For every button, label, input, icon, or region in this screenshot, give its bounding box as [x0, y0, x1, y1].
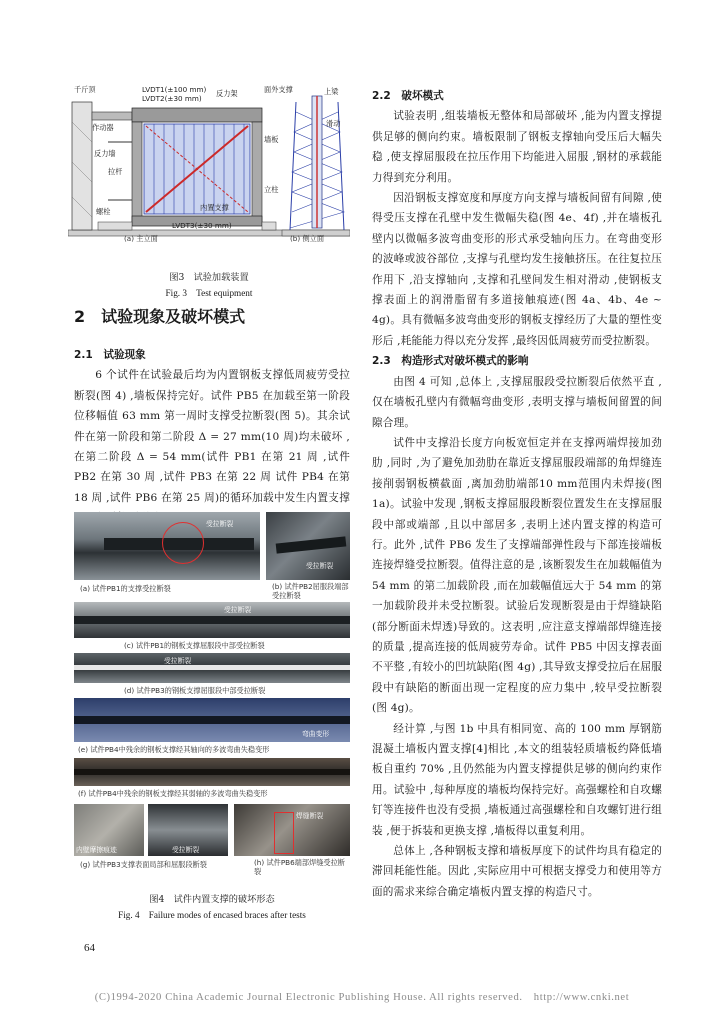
photo-g1-label: 内壁摩擦痕迹	[76, 846, 117, 854]
photo-a	[74, 512, 260, 580]
label-column: 立柱	[264, 185, 279, 194]
photo-f	[74, 758, 350, 786]
label-bolt: 螺栓	[96, 207, 111, 216]
label-outside-support: 面外支撑	[264, 85, 293, 94]
top-beam	[132, 108, 262, 122]
label-slide: 滑动	[326, 119, 341, 128]
section-number: 2	[74, 307, 86, 326]
photo-d	[74, 653, 350, 683]
s23-paragraph-2: 试件中支撑沿长度方向板宽恒定并在支撑两端焊接加劲肋 ,同时 ,为了避免加劲肋在靠近支撑屈服段端部的角焊缝连接削弱钢板横截面 ,离加劲肋端部10 mm范围内未焊接(图 1a)。试验中发现 ,钢板支撑屈服段断裂位置发生在支撑屈服段中部或端部 ,且以中部居多 ,表明上述内置支撑的构造可行。此外 ,试件 PB6 发生了支撑端部弹性段与下部连接端板连接焊缝受拉断裂。值得注意的是 ,该断裂发生在加载幅值为 54 mm 的第二加载阶段 ,而在加载幅值远大于 54 mm 的第一加载阶段并未受拉断裂。试验后发现断裂是由于焊缝缺陷(部分断面未焊透)导致的。这表明 ,应注意支撑端部焊缝连接的质量 ,提高连接的低周疲劳寿命。试件 PB5 中因支撑表面不平整 ,有较小的凹坑缺陷(图 4g) ,其导致支撑受拉后在屈服段中有缺陷的断面出现一定程度的应力集中 ,较早受拉断裂(图 4g)。	[372, 436, 662, 715]
photo-g2	[148, 804, 228, 856]
fig4-sub-f: (f) 试件PB4中残余的钢板支撑经其弱轴的多波弯曲失稳变形	[78, 789, 268, 798]
reaction-wall	[72, 102, 92, 230]
fig3-sub-b: (b) 侧立面	[290, 234, 325, 243]
label-lvdt3: LVDT3(±30 mm)	[172, 221, 232, 230]
photo-b	[266, 512, 350, 580]
fig4-sub-a: (a) 试件PB1的支撑受拉断裂	[80, 584, 171, 593]
fig3-caption-en: Fig. 3 Test equipment	[165, 288, 253, 298]
photo-g2-label: 受拉断裂	[172, 846, 200, 854]
photo-h	[234, 804, 350, 856]
section-2-1	[74, 345, 350, 529]
photo-e	[74, 698, 350, 742]
label-actuator: 作动器	[92, 123, 114, 132]
fig4-sub-c: (c) 试件PB1的钢板支撑屈服段中部受拉断裂	[124, 641, 265, 650]
s23-heading: 2.3 构造形式对破坏模式的影响	[372, 355, 529, 368]
fig4-sub-e: (e) 试件PB4中残余的钢板支撑经其轴向的多波弯曲失稳变形	[78, 745, 270, 754]
label-jack: 千斤顶	[74, 85, 96, 94]
photo-h-label: 焊缝断裂	[296, 812, 324, 820]
label-pull-bar: 拉杆	[108, 167, 123, 176]
right-column	[372, 86, 662, 902]
section-title: 试验现象及破坏模式	[101, 307, 246, 326]
fig4-caption-cn: 图4 试件内置支撑的破坏形态	[149, 894, 275, 905]
s22-paragraph-2: 因沿钢板支撑宽度和厚度方向支撑与墙板间留有间隙 ,使得受压支撑在孔壁中发生微幅失稳(图 4e、4f) ,并在墙板孔壁内以微幅多波弯曲变形的形式承受轴向压力。在弯曲变形的波峰或波谷部位 ,支撑与孔壁均发生接触挤压。在往复拉压作用下 ,沿支撑轴向 ,支撑和孔壁间发生相对滑动 ,使钢板支撑表面上的润滑脂留有多道接触痕迹(图 4a、4b、4e ~ 4g)。具有微幅多波弯曲变形的钢板支撑经历了大量的塑性变形后 ,耗能能力得以充分发挥 ,最终因低周疲劳而受拉断裂。	[372, 192, 662, 347]
label-lvdt2: LVDT2(±30 mm)	[142, 94, 202, 103]
label-lvdt1: LVDT1(±100 mm)	[142, 85, 207, 94]
label-beam: 上梁	[324, 87, 339, 96]
figure-3-drawing	[68, 82, 350, 252]
photo-d-label: 受拉断裂	[164, 657, 192, 665]
s23-paragraph-3: 经计算 ,与图 1b 中具有相同宽、高的 100 mm 厚钢筋混凝土墙板内置支撑[4]相比 ,本文的组装轻质墙板约降低墙板自重约 70% ,且仍然能为内置支撑提供足够的侧向约束作用。试验中 ,每种厚度的墙板均保持完好。高强螺栓和自攻螺钉等连接件也没有受损 ,墙板通过高强螺栓和自攻螺钉进行组装 ,便于拆装和更换支撑 ,墙板得以重复利用。	[372, 722, 662, 837]
fig4-sub-b: (b) 试件PB2屈服段端部受拉断裂	[272, 582, 349, 600]
photo-c-label: 受拉断裂	[224, 606, 252, 614]
actuator	[92, 112, 132, 120]
s21-paragraph: 6 个试件在试验最后均为内置钢板支撑低周疲劳受拉断裂(图 4) ,墙板保持完好。试件 PB5 在加载至第一阶段位移幅值 63 mm 第一周时支撑受拉断裂(图 5)。其余试件在第一阶段和第二阶段 Δ = 27 mm(10 周)均未破坏 ,在第二阶段 Δ = 54 mm(试件 PB1 在第 21 周 ,试件 PB2 在第 30 周 ,试件 PB3 在第 22 周 试件 PB4 在第 18 周 ,试件 PB6 在第 25 周)的循环加载中发生内置支撑	[74, 369, 350, 504]
label-load-frame: 反力架	[216, 89, 238, 98]
photo-a-label: 受拉断裂	[206, 520, 234, 528]
s22-heading: 2.2 破坏模式	[372, 90, 444, 102]
fig3-caption-cn: 图3 试验加载装置	[169, 272, 249, 283]
page-number: 64	[84, 942, 95, 954]
fig4-sub-d: (d) 试件PB3的钢板支撑屈服段中部受拉断裂	[124, 686, 266, 695]
photo-b-label: 受拉断裂	[306, 562, 334, 570]
figure-3	[68, 82, 350, 268]
s23-paragraph-1: 由图 4 可知 ,总体上 ,支撑屈服段受拉断裂后依然平直 ,仅在墙板孔壁内有微幅弯曲变形 ,表明支撑与墙板间留置的间隙合理。	[372, 375, 662, 429]
s22-paragraph-1: 试验表明 ,组装墙板无整体和局部破坏 ,能为内置支撑提供足够的侧向约束。墙板限制了钢板支撑轴向受压后大幅失稳 ,使支撑屈服段在拉压作用下均能进入屈服 ,钢材的承载能力得到充分利用。	[372, 110, 662, 184]
s23-paragraph-4: 总体上 ,各种钢板支撑和墙板厚度下的试件均具有稳定的滞回耗能性能。因此 ,实际应用中可根据支撑受力和使用等方面的需求来综合确定墙板内置支撑的构造尺寸。	[372, 845, 662, 898]
photo-c	[74, 602, 350, 638]
label-brace: 内置支撑	[200, 203, 229, 212]
photo-e-label: 弯曲变形	[302, 730, 330, 738]
copyright-footer: (C)1994-2020 China Academic Journal Electronic Publishing House. All rights reserved. http://www.cnki.net	[94, 992, 630, 1003]
s21-heading: 2.1 试验现象	[74, 349, 146, 361]
label-wall: 墙板	[264, 135, 279, 144]
fig4-caption-en: Fig. 4 Failure modes of encased braces after tests	[118, 910, 306, 920]
figure-4	[74, 512, 350, 890]
fig3-sub-a: (a) 主立面	[124, 234, 158, 243]
section-2-heading	[74, 304, 350, 327]
fig4-sub-h: (h) 试件PB6端部焊缝受拉断裂	[254, 858, 345, 876]
fig4-sub-g: (g) 试件PB3支撑表面局部和屈服段断裂	[80, 860, 207, 869]
photo-g1	[74, 804, 144, 856]
label-reaction-wall: 反力墙	[94, 149, 116, 158]
